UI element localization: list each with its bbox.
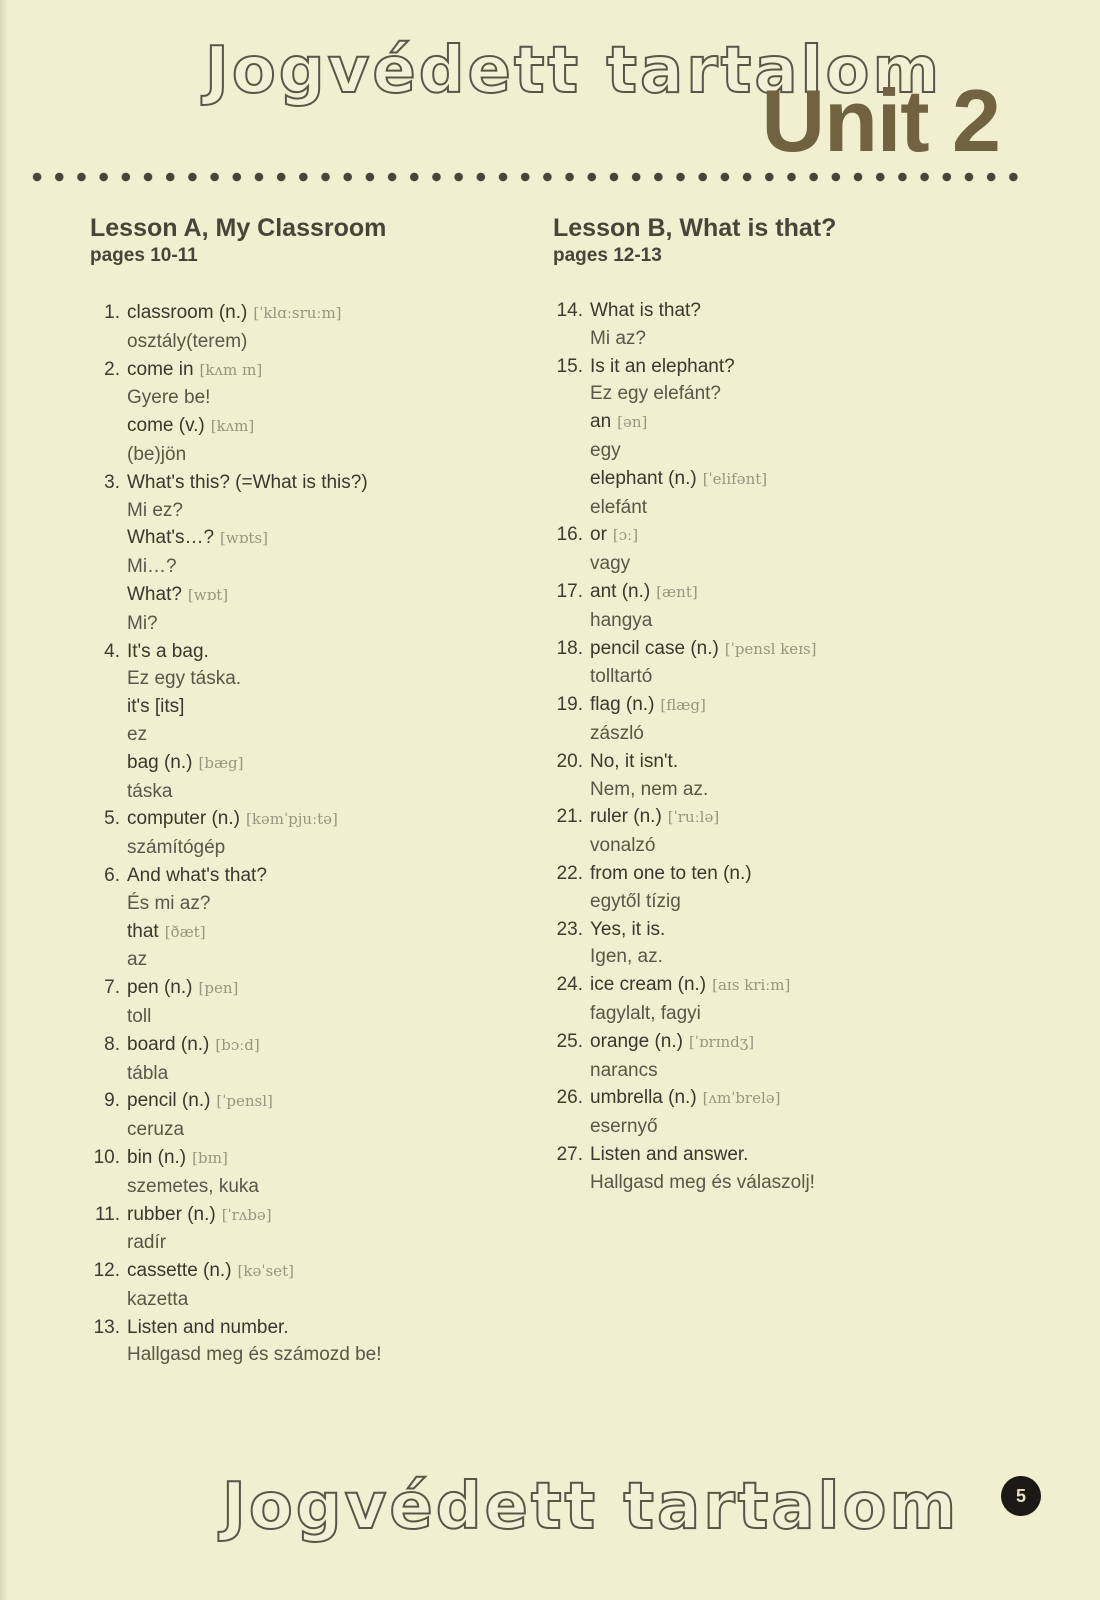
vocab-line (127, 834, 520, 862)
vocab-line (127, 384, 520, 412)
phonetic-transcription: [kəmˈpjuːtə] (245, 810, 338, 829)
vocab-text: Mi…? (127, 556, 177, 578)
vocab-text: And what's that? (127, 864, 267, 886)
vocab-line (590, 776, 973, 804)
phonetic-transcription: [ˈklɑːsruːm] (253, 304, 342, 322)
vocab-number: 7. (104, 977, 120, 999)
vocab-text: Igen, az. (590, 946, 663, 968)
vocab-line (590, 521, 973, 550)
vocab-text: Mi? (127, 612, 158, 634)
vocab-text: ruler (n.) (590, 806, 662, 828)
watermark-top: Jogvédett tartalom (205, 34, 943, 108)
vocab-text: bag (n.) (127, 751, 193, 773)
vocab-text: Nem, nem az. (590, 778, 709, 800)
vocab-text: it's [its] (127, 696, 185, 718)
vocab-line (590, 437, 973, 465)
vocab-text: classroom (n.) (127, 302, 248, 323)
vocab-line (590, 1113, 973, 1141)
vocab-text: egytől tízig (590, 890, 681, 912)
vocab-line (127, 665, 520, 693)
vocab-item (553, 748, 973, 804)
vocab-text: come in (127, 358, 194, 380)
vocab-text: Mi ez? (127, 499, 183, 521)
phonetic-transcription: [pen] (198, 979, 239, 998)
vocab-number: 13. (93, 1316, 120, 1338)
vocab-item (553, 1028, 973, 1085)
vocab-number: 9. (104, 1090, 120, 1112)
vocab-number: 8. (104, 1033, 120, 1055)
vocab-text: What is that? (590, 300, 701, 321)
vocab-text: elephant (n.) (590, 467, 697, 489)
vocab-item (553, 691, 973, 748)
vocab-number: 2. (104, 358, 120, 380)
vocab-number: 17. (556, 580, 583, 602)
vocab-line (127, 1116, 520, 1144)
vocab-number: 25. (556, 1030, 583, 1052)
vocab-text: táska (127, 780, 173, 802)
vocab-line (127, 1173, 520, 1201)
vocab-text: Listen and answer. (590, 1143, 749, 1165)
vocab-text: (be)jön (127, 443, 187, 465)
vocab-number: 11. (94, 1203, 120, 1225)
vocab-line (127, 441, 520, 469)
phonetic-transcription: [ˈpensl keɪs] (724, 639, 817, 658)
vocab-text: radír (127, 1232, 167, 1254)
lesson-b-title: Lesson B, What is that? (553, 214, 837, 242)
phonetic-transcription: [bæg] (198, 753, 244, 772)
vocab-line (127, 1060, 520, 1088)
phonetic-transcription: [ʌmˈbrelə] (702, 1089, 781, 1108)
vocab-item (553, 297, 973, 353)
vocab-text: ice cream (n.) (590, 974, 707, 996)
phonetic-transcription: [ˈelifənt] (702, 469, 768, 488)
vocab-line (590, 607, 973, 635)
vocab-text: pencil case (n.) (590, 637, 719, 659)
vocab-line (127, 862, 520, 890)
vocab-text: Listen and number. (127, 1316, 289, 1338)
vocab-line (127, 610, 520, 638)
vocab-text: ez (127, 723, 148, 745)
vocab-line (590, 1000, 973, 1028)
vocab-line (127, 749, 520, 778)
vocab-line (590, 380, 973, 408)
vocab-text: elefánt (590, 496, 648, 518)
vocab-item (90, 299, 520, 356)
vocab-line (127, 553, 520, 581)
vocab-text: pen (n.) (127, 977, 193, 999)
vocab-text: Is it an elephant? (590, 355, 735, 377)
phonetic-transcription: [kʌm] (210, 417, 255, 436)
phonetic-transcription: [ðæt] (164, 922, 206, 941)
phonetic-transcription: [wɒts] (220, 529, 268, 548)
vocab-line (590, 860, 973, 888)
vocab-text: szemetes, kuka (127, 1175, 259, 1197)
vocab-line (127, 918, 520, 947)
vocab-line (127, 497, 520, 525)
vocab-text: hangya (590, 609, 653, 631)
vocab-item (90, 356, 520, 469)
phonetic-transcription: [kʌm ɪn] (199, 360, 263, 379)
vocab-item (553, 1141, 973, 1197)
vocab-text: Ez egy táska. (127, 668, 242, 690)
vocab-line (590, 691, 973, 720)
phonetic-transcription: [ænt] (656, 582, 698, 601)
vocab-item (90, 805, 520, 862)
phonetic-transcription: [ˈpensl] (216, 1092, 273, 1111)
vocab-item (553, 1084, 973, 1141)
vocab-line (127, 328, 520, 356)
vocab-number: 5. (104, 808, 120, 830)
vocab-text: osztály(terem) (127, 330, 248, 352)
vocab-line (590, 663, 973, 691)
phonetic-transcription: [aɪs kriːm] (712, 976, 791, 995)
vocab-number: 12. (93, 1260, 120, 1282)
vocab-line (127, 581, 520, 610)
vocab-line (127, 721, 520, 749)
vocab-number: 6. (104, 864, 120, 886)
vocab-line (590, 1057, 973, 1085)
vocab-text: What's…? (127, 527, 215, 549)
lesson-b-column (553, 213, 973, 1197)
vocab-text: tolltartó (590, 666, 653, 688)
vocab-text: kazetta (127, 1288, 189, 1310)
vocab-line (590, 803, 973, 832)
vocab-item (90, 1314, 520, 1370)
vocab-text: Gyere be! (127, 387, 211, 409)
vocab-item (90, 974, 520, 1031)
vocab-line (127, 1257, 520, 1286)
lesson-a-title: Lesson A, My Classroom (90, 214, 387, 242)
vocab-item (90, 638, 520, 806)
vocab-line (590, 408, 973, 437)
vocab-line (590, 494, 973, 522)
phonetic-transcription: [ˈruːlə] (667, 808, 720, 827)
lesson-b-pages: pages 12-13 (553, 245, 662, 266)
phonetic-transcription: [wɒt] (187, 585, 229, 604)
vocab-text: vagy (590, 553, 631, 575)
vocab-line (127, 693, 520, 721)
lesson-a-vocab-list (90, 299, 520, 1369)
phonetic-transcription: [ən] (617, 413, 648, 432)
vocab-line (127, 890, 520, 918)
vocab-text: or (590, 524, 607, 546)
vocab-line (127, 1286, 520, 1314)
dotted-divider (26, 171, 1026, 183)
vocab-item (553, 916, 973, 972)
vocab-line (127, 1314, 520, 1342)
vocab-number: 15. (556, 355, 583, 377)
vocab-line (127, 805, 520, 834)
vocab-line (590, 297, 973, 325)
vocab-line (127, 1341, 520, 1369)
vocab-text: bin (n.) (127, 1146, 187, 1168)
phonetic-transcription: [ˈɒrɪndʒ] (688, 1032, 755, 1051)
vocab-text: ceruza (127, 1119, 185, 1141)
vocab-text: No, it isn't. (590, 750, 679, 772)
vocab-item (90, 1087, 520, 1144)
vocab-text: Hallgasd meg és válaszolj! (590, 1171, 815, 1193)
vocab-number: 18. (556, 637, 583, 659)
vocab-line (127, 1201, 520, 1230)
vocab-number: 24. (556, 974, 583, 996)
vocab-text: Hallgasd meg és számozd be! (127, 1344, 382, 1366)
vocab-text: What's this? (=What is this?) (127, 471, 368, 493)
vocab-item (90, 1201, 520, 1258)
vocab-number: 22. (556, 862, 583, 884)
vocab-text: És mi az? (127, 892, 211, 914)
vocab-line (590, 1141, 973, 1169)
page-number: 5 (1001, 1476, 1041, 1516)
vocab-line (590, 325, 973, 353)
vocab-line (590, 916, 973, 944)
vocab-number: 21. (556, 806, 583, 828)
vocab-number: 1. (104, 302, 120, 323)
vocab-line (590, 578, 973, 607)
vocab-text: Mi az? (590, 327, 646, 349)
page-edge-shadow (0, 0, 8, 1600)
vocab-line (590, 353, 973, 381)
vocab-text: toll (127, 1005, 152, 1027)
vocab-line (590, 550, 973, 578)
vocab-text: rubber (n.) (127, 1203, 216, 1225)
vocab-item (90, 862, 520, 974)
vocab-text: pencil (n.) (127, 1090, 211, 1112)
vocab-item (553, 803, 973, 860)
phonetic-transcription: [kəˈset] (237, 1262, 294, 1281)
vocab-number: 3. (104, 471, 120, 493)
vocab-number: 20. (556, 750, 583, 772)
vocab-item (553, 635, 973, 692)
phonetic-transcription: [ɔː] (612, 526, 639, 545)
lesson-a-pages: pages 10-11 (90, 245, 198, 266)
vocab-text: It's a bag. (127, 640, 209, 662)
vocab-number: 4. (104, 640, 120, 662)
phonetic-transcription: [ˈrʌbə] (221, 1205, 272, 1224)
vocab-line (590, 971, 973, 1000)
vocab-line (590, 1169, 973, 1197)
vocab-line (127, 1003, 520, 1031)
vocab-text: umbrella (n.) (590, 1087, 697, 1109)
phonetic-transcription: [bɔːd] (215, 1035, 260, 1054)
vocab-text: egy (590, 439, 621, 461)
vocab-item (90, 1257, 520, 1314)
vocab-line (127, 1087, 520, 1116)
vocab-text: zászló (590, 722, 644, 744)
vocab-line (590, 720, 973, 748)
vocab-line (127, 946, 520, 974)
vocab-line (127, 469, 520, 497)
vocab-item (553, 521, 973, 578)
vocab-item (90, 1144, 520, 1201)
vocab-text: vonalzó (590, 835, 656, 857)
vocab-line (590, 1084, 973, 1113)
vocab-line (127, 524, 520, 553)
vocab-text: fagylalt, fagyi (590, 1002, 701, 1024)
vocab-line (127, 638, 520, 666)
vocab-line (590, 465, 973, 494)
vocab-line (590, 748, 973, 776)
vocab-line (127, 356, 520, 385)
vocab-item (90, 469, 520, 638)
vocab-item (90, 1031, 520, 1088)
vocab-line (590, 832, 973, 860)
vocab-text: cassette (n.) (127, 1260, 232, 1282)
vocab-line (590, 635, 973, 664)
vocab-line (590, 1028, 973, 1057)
vocab-line (127, 412, 520, 441)
vocab-text: an (590, 411, 612, 433)
vocab-item (553, 353, 973, 522)
vocab-text: board (n.) (127, 1033, 210, 1055)
vocab-text: orange (n.) (590, 1030, 683, 1052)
vocab-number: 19. (556, 694, 583, 716)
vocab-text: Yes, it is. (590, 918, 666, 940)
watermark-bottom: Jogvédett tartalom (222, 1470, 960, 1544)
vocab-text: esernyő (590, 1116, 658, 1138)
vocab-text: flag (n.) (590, 694, 655, 716)
vocab-text: computer (n.) (127, 808, 240, 830)
vocab-line (127, 1144, 520, 1173)
vocab-text: Ez egy elefánt? (590, 383, 721, 405)
vocab-item (553, 860, 973, 916)
vocab-text: számítógép (127, 837, 226, 859)
lesson-a-column (90, 213, 520, 1369)
phonetic-transcription: [flæg] (660, 696, 706, 715)
vocab-number: 10. (93, 1146, 120, 1168)
unit-title: Unit 2 (761, 71, 1000, 170)
vocab-text: tábla (127, 1062, 169, 1084)
vocab-line (127, 1031, 520, 1060)
vocab-number: 14. (556, 300, 583, 321)
vocab-line (127, 974, 520, 1003)
vocab-text: az (127, 949, 148, 971)
phonetic-transcription: [bɪn] (192, 1148, 228, 1167)
vocab-line (127, 778, 520, 806)
vocab-text: ant (n.) (590, 580, 651, 602)
vocab-line (127, 299, 520, 328)
lesson-b-vocab-list (553, 297, 973, 1197)
vocab-number: 27. (556, 1143, 583, 1165)
vocab-line (590, 888, 973, 916)
vocab-text: that (127, 920, 159, 942)
vocab-text: narancs (590, 1059, 658, 1081)
vocab-text: come (v.) (127, 415, 205, 437)
vocab-item (553, 578, 973, 635)
vocab-number: 16. (556, 524, 583, 546)
vocab-text: from one to ten (n.) (590, 862, 752, 884)
vocab-item (553, 971, 973, 1028)
vocab-number: 23. (556, 918, 583, 940)
vocab-line (127, 1229, 520, 1257)
vocab-number: 26. (556, 1087, 583, 1109)
vocab-line (590, 943, 973, 971)
vocab-text: What? (127, 583, 182, 605)
